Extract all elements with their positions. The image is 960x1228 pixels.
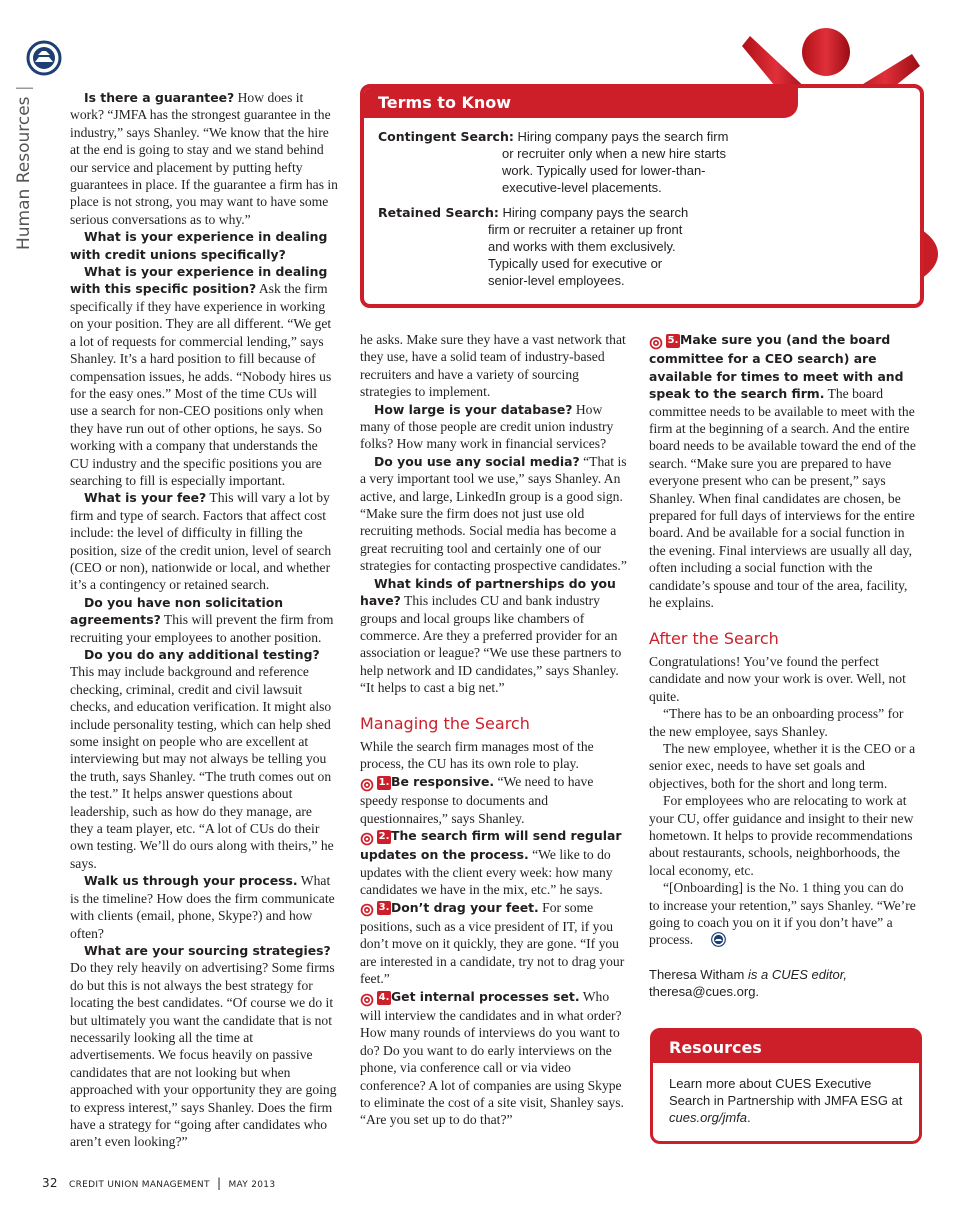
term-retained-line4: Typically used for executive or bbox=[488, 256, 663, 271]
step-text: “We like to do updates with the client every week: how many candidates we have in the mix, etc.” he says. bbox=[360, 847, 613, 898]
term-retained-label: Retained Search: bbox=[378, 205, 499, 220]
step-text: Who will interview the candidates and in what order? How many rounds of interviews do you want to do? Do you want to do early interviews on the phone, via conference call or via video conference? A lot of companies are using Skype to eliminate the cost of a site visit, Shanley says. “Are you set up to do that?” bbox=[360, 988, 624, 1128]
answer-fee: This will vary a lot by firm and type of search. Factors that affect cost include: the level of difficulty in filling the position, size of the credit union, level of search (CEO or non), nationwide or local, and whether it’s a contingency or retained search. bbox=[70, 490, 332, 593]
question-database: How large is your database? bbox=[374, 401, 573, 417]
step-5 bbox=[649, 331, 917, 612]
question-sourcing: What are your sourcing strategies? bbox=[84, 942, 331, 958]
question-process: Walk us through your process. bbox=[84, 873, 298, 889]
end-mark-icon bbox=[697, 932, 726, 951]
publication-name: CREDIT UNION MANAGEMENT bbox=[69, 1180, 210, 1190]
answer-partnerships: This includes CU and bank industry groups and local groups like chambers of commerce. Are they a preferred provider for an association or league? “We use these partners to help network and ID candidates,” says Shanley. “It helps to cast a big net.” bbox=[360, 593, 622, 696]
column-2 bbox=[360, 331, 628, 1129]
term-contingent-label: Contingent Search: bbox=[378, 129, 514, 144]
continued-text: he asks. Make sure they have a vast network that they use, have a solid team of industry-based recruiters and have a variety of sourcing strategies to implement. bbox=[360, 332, 626, 400]
column-3 bbox=[649, 331, 917, 1000]
step-title: Don’t drag your feet. bbox=[391, 899, 539, 915]
page-number: 32 bbox=[42, 1176, 58, 1190]
target-icon bbox=[360, 901, 374, 918]
term-contingent-line2: or recruiter only when a new hire starts bbox=[502, 146, 726, 161]
question-fee: What is your fee? bbox=[84, 490, 207, 506]
resources-box bbox=[650, 1028, 922, 1144]
answer-position-experience: Ask the firm specifically if they have experience in working on your position. They are all different. “We get a lot of requests for commercial lending,” says Shanley. It’s a hard position to fill because of compensation issues, he adds. “Nobody hires us for the easy ones.” Most of the time CUs will use a search for non-CEO positions only when they have run out of other options, he says. So working with a company that understands the CU industry and the specific positions you are searching to fill is especially important. bbox=[70, 281, 332, 488]
term-contingent-line4: executive-level placements. bbox=[502, 180, 662, 195]
answer-testing: This may include background and reference checking, criminal, credit and civil lawsuit checks, and education verification. It might also include personality testing, which can help shed some insight on people who are excellent at interviewing but may not always be telling you the truth, says Shanley. “The truth comes out on the test.” It helps answer questions about leadership, such as how do they manage, are they a team player, etc. “A lot of CUs do their own testing. We’ll do ours along with theirs,” he says. bbox=[70, 664, 334, 871]
question-cu-experience: What is your experience in dealing with credit unions specifically? bbox=[70, 229, 328, 262]
step-title: Be responsive. bbox=[391, 773, 495, 789]
answer-non-solicitation: This will prevent the firm from recruiting your employees to another position. bbox=[70, 612, 334, 645]
cues-logo-icon bbox=[26, 40, 62, 76]
after-para-1: Congratulations! You’ve found the perfect candidate and now your work is over. Well, not quite. bbox=[649, 653, 906, 704]
step-number: 1. bbox=[378, 776, 390, 788]
column-1 bbox=[70, 89, 338, 1151]
step-text: For some positions, such as a vice president of IT, if you don’t move on it quickly, they are gone. “If you are interested in a candidate, try not to drag your feet.” bbox=[360, 899, 625, 987]
step-text: The board committee needs to be available to meet with the firm at the beginning of a search. And the entire board needs to be available toward the end of the search. “Make sure you are prepared to have everyone present who can be present,” says Shanley. When final candidates are chosen, be prepared for full days of interviews for the entire board. And be available for a social function in the evening. Final interviews are usually all day, often including a social function with the candidate’s spouse and tour of the area, facility, he explains. bbox=[649, 386, 916, 611]
step-title: Get internal processes set. bbox=[391, 988, 580, 1004]
answer-guarantee: How does it work? “JMFA has the strongest guarantee in the industry,” says Shanley. “We know that the hire at the end is going to stay and we stand behind our service and placement by putting hefty guarantees in place. If the guarantee a firm has in place is not strong, you may want to have some serious conversations as to why.” bbox=[70, 90, 338, 227]
answer-process: What is the timeline? How does the firm communicate with clients (email, phone, Skype?) and how often? bbox=[70, 873, 335, 941]
terms-to-know-box bbox=[360, 84, 924, 308]
term-contingent-line3: work. Typically used for lower-than- bbox=[502, 163, 706, 178]
question-testing: Do you do any additional testing? bbox=[84, 647, 320, 662]
step-number: 2. bbox=[378, 830, 390, 842]
author-name: Theresa Witham bbox=[649, 966, 745, 982]
step-title: Make sure you (and the board committee for a CEO search) are available for times to meet with and speak to the search firm. bbox=[649, 332, 904, 402]
step-number: 4. bbox=[378, 991, 390, 1003]
after-para-4: For employees who are relocating to work at your CU, offer guidance and insight to their new hometown. It helps to provide recommendations about restaurants, schools, neighborhoods, the local economy, etc. bbox=[649, 793, 914, 878]
resources-text: Learn more about CUES Executive Search in Partnership with JMFA ESG at cues.org/jmfa. bbox=[669, 1076, 903, 1125]
answer-sourcing: Do they rely heavily on advertising? Some firms do but this is not always the best strategy for locating the best candidates. “Of course we do it but ultimately you want the candidate that is not necessarily looking all the time at advertisements. We focus heavily on passive candidates that are not looking but when approached with your opportunity they are going to express interest,” says Shanley. Does the firm have a strategy for “going after candidates who aren’t even looking?” bbox=[70, 960, 337, 1150]
term-contingent-text: Hiring company pays the search firm bbox=[517, 129, 729, 144]
step-number: 5. bbox=[667, 334, 679, 346]
issue-date: MAY 2013 bbox=[228, 1180, 276, 1190]
term-retained bbox=[378, 204, 688, 221]
step-number: 3. bbox=[378, 902, 390, 914]
step-2 bbox=[360, 827, 628, 899]
step-text: “We need to have speedy response to documents and questionnaires,” says Shanley. bbox=[360, 773, 594, 826]
author-byline bbox=[649, 966, 917, 1000]
question-social-media: Do you use any social media? bbox=[374, 453, 580, 469]
footer-separator: | bbox=[216, 1176, 222, 1190]
term-retained-line3: and works with them exclusively. bbox=[488, 239, 676, 254]
question-partnerships: What kinds of partnerships do you have? bbox=[360, 575, 616, 609]
target-icon bbox=[360, 775, 374, 792]
step-4 bbox=[360, 988, 628, 1129]
term-retained-line2: firm or recruiter a retainer up front bbox=[488, 222, 683, 237]
question-guarantee: Is there a guarantee? bbox=[84, 90, 235, 105]
heading-after-search: After the Search bbox=[649, 628, 779, 648]
section-label: Human Resources | bbox=[14, 85, 34, 250]
cues-logo bbox=[26, 40, 62, 76]
managing-intro: While the search firm manages most of the process, the CU has its own role to play. bbox=[360, 738, 594, 772]
resources-title: Resources bbox=[653, 1031, 919, 1063]
target-icon bbox=[649, 333, 663, 350]
terms-title: Terms to Know bbox=[364, 88, 798, 118]
step-1 bbox=[360, 773, 628, 827]
question-position-experience: What is your experience in dealing with this specific position? bbox=[70, 264, 328, 297]
after-para-5: “[Onboarding] is the No. 1 thing you can do to increase your retention,” says Shanley. “We’re going to coach you on it if you don’t have” a process. bbox=[649, 879, 917, 952]
author-email: theresa@cues.org. bbox=[649, 983, 760, 999]
question-non-solicitation: Do you have non solicitation agreements? bbox=[70, 594, 284, 628]
target-icon bbox=[360, 990, 374, 1007]
answer-database: How many of those people are credit union industry folks? How many work in financial services? bbox=[360, 401, 614, 452]
term-retained-text: Hiring company pays the search bbox=[502, 205, 689, 220]
heading-managing-search: Managing the Search bbox=[360, 713, 530, 733]
author-role: is a CUES editor, bbox=[744, 966, 847, 982]
page-footer bbox=[42, 1176, 275, 1190]
step-3 bbox=[360, 899, 628, 988]
term-contingent bbox=[378, 128, 728, 145]
after-para-2: “There has to be an onboarding process” for the new employee, says Shanley. bbox=[649, 706, 904, 739]
after-para-3: The new employee, whether it is the CEO or a senior exec, needs to have set goals and objectives, both for the short and long term. bbox=[649, 740, 916, 791]
answer-social-media: “That is a very important tool we use,” says Shanley. An active, and large, LinkedIn group is a good sign. “Make sure the firm does not just use old recruiting methods. Social media has become a great recruiting tool and certainly one of our strategies for contacting prospective candidates.” bbox=[360, 453, 627, 574]
term-retained-line5: senior-level employees. bbox=[488, 273, 625, 288]
resources-link[interactable]: cues.org/jmfa bbox=[669, 1110, 748, 1125]
step-title: The search firm will send regular updates on the process. bbox=[360, 827, 622, 863]
target-icon bbox=[360, 829, 374, 846]
